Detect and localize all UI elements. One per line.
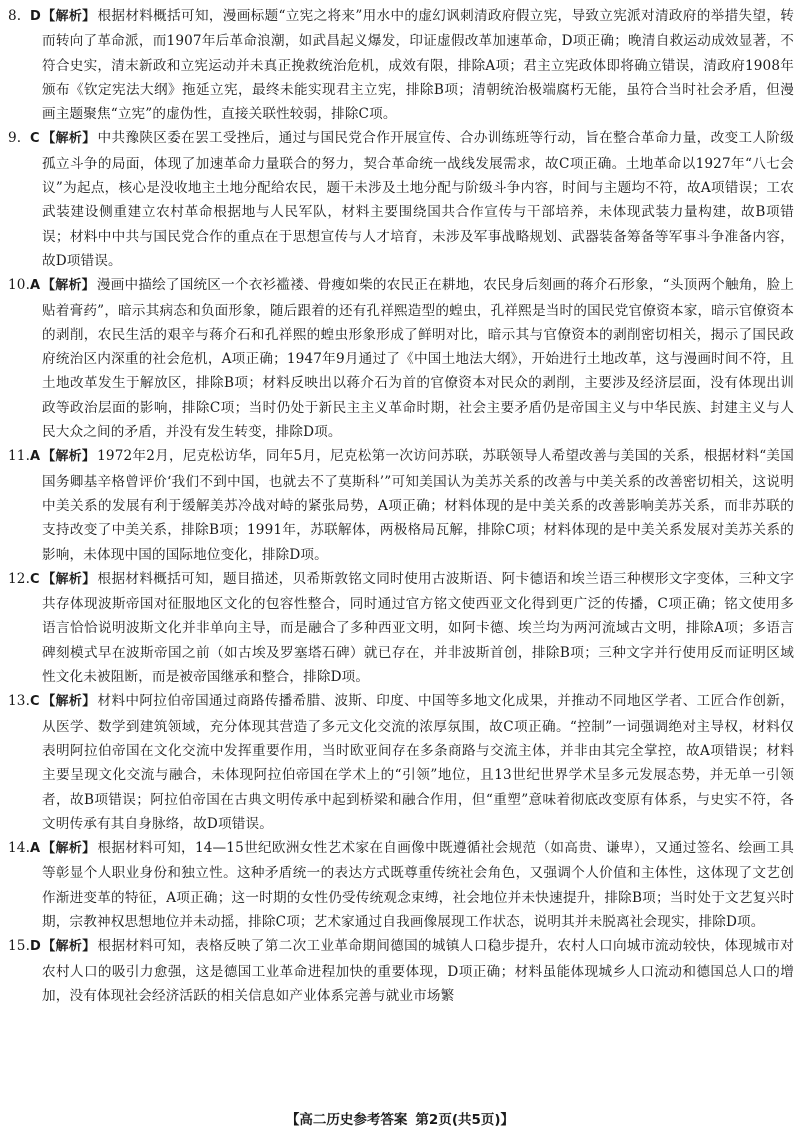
answer-item-9 <box>8 126 794 273</box>
answer-letter: C <box>30 694 40 710</box>
question-number: 13. <box>8 693 31 710</box>
analysis-tag: 【解析】 <box>42 694 96 710</box>
answer-item-15 <box>8 934 794 1008</box>
answer-letter: C <box>30 131 40 147</box>
analysis-text: 根据材料可知，14—15世纪欧洲女性艺术家在自画像中既遵循社会规范（如高贵、谦卑），又通过签名、绘画工具等彰显个人职业身份和独立性。这种矛盾统一的表达方式既尊重传统社会角色，又强调个人价值和主体性，这体现了文艺创作渐进变革的特征，A项正确；这一时期的女性仍受传统观念束缚，社会地位并未快速提升，排除B项；当时处于文艺复兴时期，宗教神权思想地位并未动摇，排除C项；艺术家通过自我画像展现工作状态，说明其并未脱离社会现实，排除D项。 <box>42 840 794 930</box>
analysis-tag: 【解析】 <box>42 278 95 294</box>
footer-title: 【高二历史参考答案 <box>285 1112 408 1128</box>
answer-letter: A <box>30 841 41 857</box>
analysis-text: 中共豫陕区委在罢工受挫后，通过与国民党合作开展宣传、合办训练班等行动，旨在整合革命力量，改变工人阶级孤立斗争的局面，体现了加速革命力量联合的努力，契合革命统一战线发展需求，故C项正确。土地革命以1927年“八七会议”为起点，核心是没收地主土地分配给农民，题干未涉及土地分配与阶级斗争内容，时间与主题均不符，故A项错误；工农武装建设侧重建立农村革命根据地与人民军队，材料主要围绕国共合作宣传与干部培养，未体现武装力量构建，故B项错误；材料中中共与国民党合作的重点在于思想宣传与人才培育，未涉及军事战略规划、武器装备筹备等军事斗争准备内容，故D项错误。 <box>42 130 794 269</box>
analysis-tag: 【解析】 <box>42 841 96 857</box>
page-footer <box>0 1108 800 1128</box>
answer-item-8 <box>8 4 794 126</box>
analysis-tag: 【解析】 <box>42 571 96 587</box>
answer-letter: A <box>30 278 41 294</box>
answer-item-11 <box>8 444 794 566</box>
analysis-tag: 【解析】 <box>42 449 96 465</box>
answer-letter: D <box>30 9 41 24</box>
question-number: 11. <box>8 448 31 465</box>
footer-page-number: 第2页(共5页)】 <box>415 1112 515 1128</box>
analysis-text: 材料中阿拉伯帝国通过商路传播希腊、波斯、印度、中国等多地文化成果，并推动不同地区学者、工匠合作创新，从医学、数学到建筑领域，充分体现其营造了多元文化交流的浓厚氛围，故C项正确。“控制”一词强调绝对主导权，材料仅表明阿拉伯帝国在文化交流中发挥重要作用，当时欧亚间存在多条商路与交流主体，并非由其完全掌控，故A项错误；材料主要呈现文化交流与融合，未体现阿拉伯帝国在学术上的“引领”地位，且13世纪世界学术呈多元发展态势，并无单一引领者，故B项错误；阿拉伯帝国在古典文明传承中起到桥梁和融合作用，但“重塑”意味着彻底改变原有体系，与史实不符，各文明传承有其自身脉络，故D项错误。 <box>42 693 794 832</box>
analysis-tag: 【解析】 <box>42 9 96 24</box>
answer-item-13 <box>8 689 794 836</box>
question-number: 10. <box>8 277 31 294</box>
question-number: 12. <box>8 570 31 587</box>
answer-letter: A <box>30 449 41 465</box>
analysis-text: 1972年2月，尼克松访华，同年5月，尼克松第一次访问苏联，苏联领导人希望改善与美国的关系，根据材料“美国国务卿基辛格曾评价‘我们不到中国，也就去不了莫斯科’”可知美国认为美苏关系的改善与中美关系的改善密切相关，这说明中美关系的发展有利于缓解美苏冷战对峙的紧张局势，A项正确；材料体现的是中美关系的改善影响美苏关系，而非苏联的支持改变了中美关系，排除B项；1991年，苏联解体，两极格局瓦解，排除C项；材料体现的是中美关系发展对美苏关系的影响，未体现中国的国际地位变化，排除D项。 <box>42 448 794 563</box>
analysis-text: 根据材料概括可知，漫画标题“立宪之将来”用水中的虚幻讽刺清政府假立宪，导致立宪派对清政府的举措失望，转而转向了革命派，而1907年后革命浪潮，如武昌起义爆发，印证虚假改革加速革命，D项正确；晚清自救运动成效显著，不符合史实，清末新政和立宪运动并未真正挽救统治危机，成效有限，排除A项；君主立宪政体即将确立错误，清政府1908年颁布《钦定宪法大纲》拖延立宪，最终未能实现君主立宪，排除B项；清朝统治极端腐朽无能，虽符合当时社会矛盾，但漫画主题聚焦“立宪”的虚伪性，直接关联性较弱，排除C项。 <box>42 8 795 123</box>
answer-item-14 <box>8 836 794 934</box>
answer-letter: C <box>30 571 40 587</box>
question-number: 9. <box>8 130 22 147</box>
answer-page <box>8 4 794 1008</box>
analysis-text: 根据材料概括可知，题目描述，贝希斯敦铭文同时使用古波斯语、阿卡德语和埃兰语三种楔形文字变体，三种文字共存体现波斯帝国对征服地区文化的包容性整合，同时通过官方铭文使西亚文化得到更广泛的传播，C项正确；铭文使用多语言恰恰说明波斯文化并非单向主导，而是融合了多种西亚文明，如阿卡德、埃兰均为两河流域古文明，排除A项；多语言碑刻模式早在波斯帝国之前（如古埃及罗塞塔石碑）就已存在，并非波斯首创，排除B项；三种文字并行使用反而证明区域性文化未被阻断，而是被帝国继承和整合，排除D项。 <box>42 570 794 686</box>
question-number: 8. <box>8 8 22 24</box>
analysis-tag: 【解析】 <box>42 131 96 147</box>
analysis-text: 根据材料可知，表格反映了第二次工业革命期间德国的城镇人口稳步提升，农村人口向城市流动较快，体现城市对农村人口的吸引力愈强，这是德国工业革命进程加快的重要体现，D项正确；材料虽能体现城乡人口流动和德国总人口的增加，没有体现社会经济活跃的相关信息如产业体系完善与就业市场繁 <box>42 938 794 1004</box>
question-number: 14. <box>8 840 31 857</box>
answer-item-12 <box>8 567 794 689</box>
analysis-tag: 【解析】 <box>42 939 96 955</box>
analysis-text: 漫画中描绘了国统区一个衣衫褴褛、骨瘦如柴的农民正在耕地，农民身后刻画的蒋介石形象，“头顶两个触角，脸上贴着膏药”，暗示其病态和负面形象，随后跟着的还有孔祥熙造型的蝗虫，孔祥熙是当时的国民党官僚资本家，暗示官僚资本的剥削，农民生活的艰辛与蒋介石和孔祥熙的蝗虫形象形成了鲜明对比，暗示其与官僚资本的剥削密切相关，揭示了国民政府统治区内深重的社会危机，A项正确；1947年9月通过了《中国土地法大纲》，开始进行土地改革，这与漫画时间不符，且土地改革发生于解放区，排除B项；材料反映出以蒋介石为首的官僚资本对民众的剥削，主要涉及经济层面，没有体现出训政等政治层面的影响，排除C项；当时仍处于新民主主义革命时期，社会主要矛盾仍是帝国主义与中华民族、封建主义与人民大众之间的矛盾，并没有发生转变，排除D项。 <box>42 277 794 441</box>
answer-letter: D <box>30 939 41 955</box>
question-number: 15. <box>8 938 31 955</box>
answer-item-10 <box>8 273 794 444</box>
